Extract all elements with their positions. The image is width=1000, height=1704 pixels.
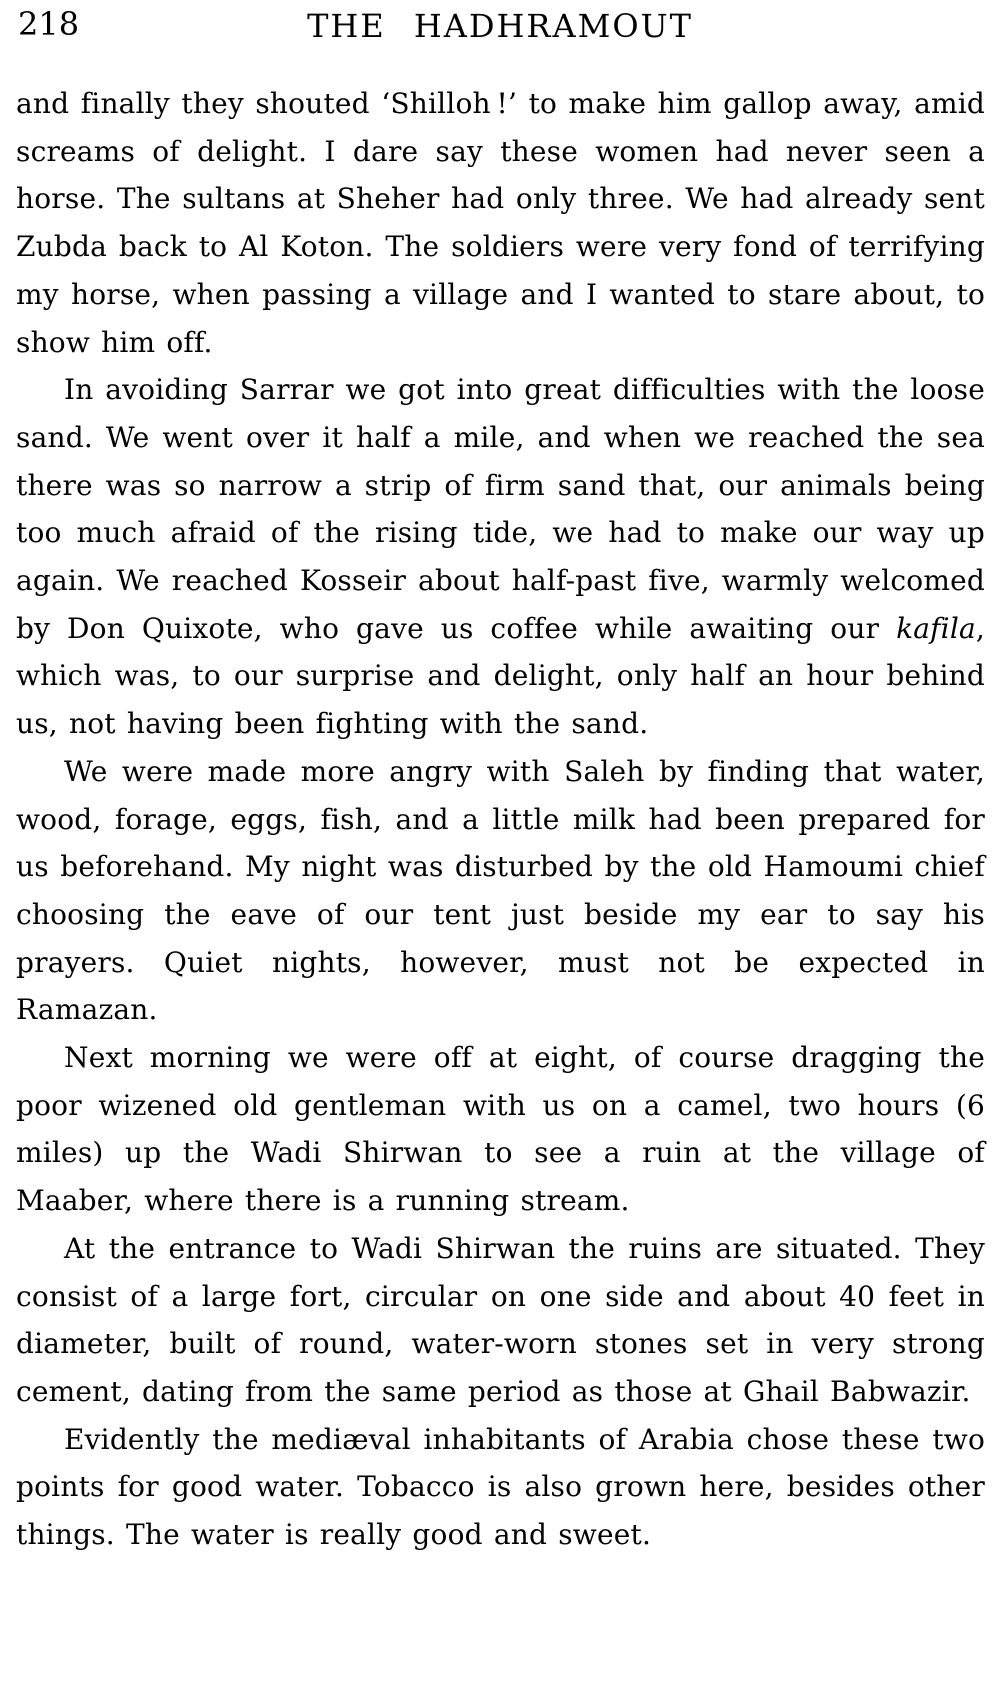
paragraph-6: Evidently the mediæval inhabitants of Arabia chose these two points for good water. Tobacco is also grown here, besides other things. The water is really good and sweet. [16, 1422, 985, 1552]
running-head-title: THE HADHRAMOUT [307, 7, 693, 45]
paragraph-1: and finally they shouted ‘Shilloh !’ to make him gallop away, amid screams of delight. I dare say these women had never seen a horse. The sultans at Sheher had only three. We had already sent Zubda back to Al Koton. The soldiers were very fond of terrifying my horse, when passing a village and I wanted to stare about, to show him off. [16, 87, 985, 359]
paragraph-2-text-before: In avoiding Sarrar we got into great difficulties with the loose sand. We went over it half a mile, and when we reached the sea there was so narrow a strip of firm sand that, our animals being too much afraid of the rising tide, we had to make our way up again. We reached Kosseir about half-past five, warmly welcomed by Don Quixote, who gave us coffee while awaiting our [16, 373, 985, 645]
page-header [0, 0, 1000, 72]
page-number: 218 [18, 5, 80, 43]
paragraph-4: Next morning we were off at eight, of course dragging the poor wizened old gentleman with us on a camel, two hours (6 miles) up the Wadi Shirwan to see a ruin at the village of Maaber, where there is a running stream. [16, 1041, 985, 1218]
paragraph-2-text-after: , which was, to our surprise and delight, only half an hour behind us, not having been fighting with the sand. [16, 611, 985, 741]
italic-word-kafila: kafila [896, 611, 976, 645]
page-body [0, 72, 1000, 1559]
paragraph-2 [16, 366, 985, 748]
paragraph-3: We were made more angry with Saleh by finding that water, wood, forage, eggs, fish, and a little milk had been prepared for us beforehand. My night was disturbed by the old Hamoumi chief choosing the eave of our tent just beside my ear to say his prayers. Quiet nights, however, must not be expected in Ramazan. [16, 754, 985, 1027]
paragraph-5: At the entrance to Wadi Shirwan the ruins are situated. They consist of a large fort, circular on one side and about 40 feet in diameter, built of round, water-worn stones set in very strong cement, dating from the same period as those at Ghail Babwazir. [16, 1231, 985, 1408]
